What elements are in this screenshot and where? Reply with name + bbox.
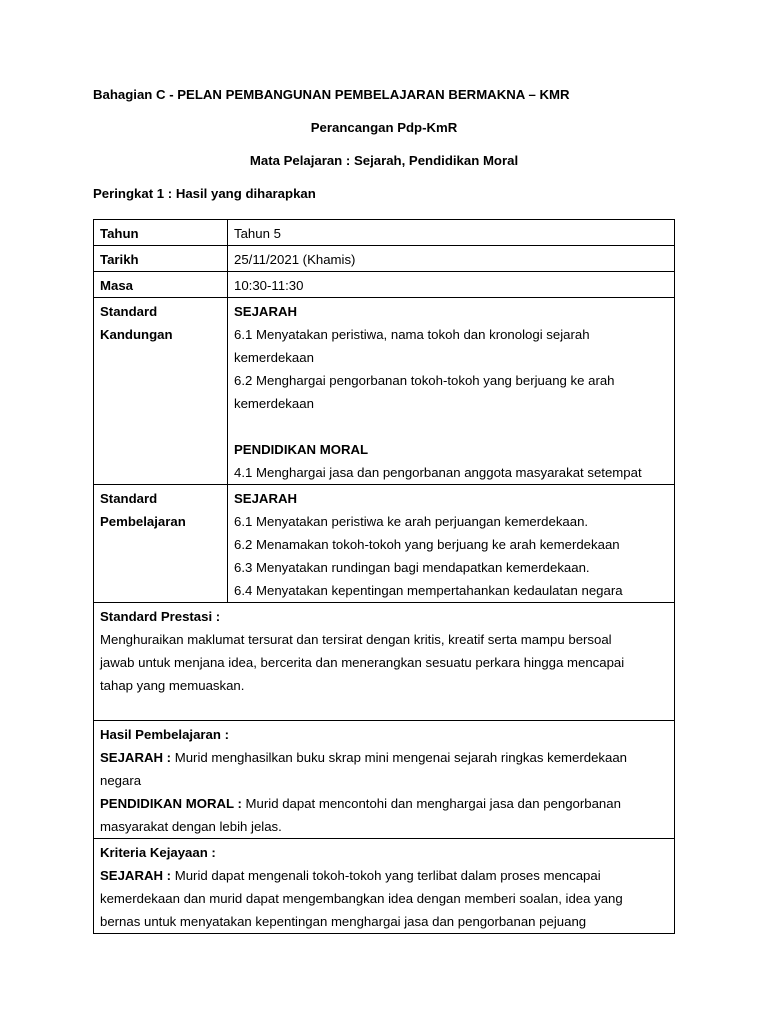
section-heading: Standard Prestasi : [100,609,221,624]
content-line: masyarakat dengan lebih jelas. [100,819,282,834]
value-masa: 10:30-11:30 [228,272,675,298]
label-line: Standard [100,491,158,506]
content-line: kemerdekaan [234,350,314,365]
blank-line [234,415,668,438]
level-line: Peringkat 1 : Hasil yang diharapkan [93,186,316,201]
document-title: Bahagian C - PELAN PEMBANGUNAN PEMBELAJARAN BERMAKNA – KMR [93,87,570,102]
sejarah-label: SEJARAH : [100,868,172,883]
sejarah-label: SEJARAH : [100,750,172,765]
cell-hasil-pembelajaran [94,721,675,839]
value-standard-pembelajaran [228,485,675,603]
content-line: tahap yang memuaskan. [100,678,245,693]
section-heading: Hasil Pembelajaran : [100,727,230,742]
content-line: 6.1 Menyatakan peristiwa ke arah perjuangan kemerdekaan. [234,514,589,529]
blank-line [100,697,668,720]
sejarah-heading: SEJARAH [234,491,298,506]
content-line: negara [100,773,142,788]
label-tahun: Tahun [94,220,228,246]
row-standard-kandungan [94,298,675,485]
content-line [100,746,668,769]
content-line: bernas untuk menyatakan kepentingan menghargai jasa dan pengorbanan pejuang [100,914,587,929]
row-standard-prestasi [94,603,675,721]
row-masa [94,272,675,298]
section-heading: Kriteria Kejayaan : [100,845,216,860]
content-line: 6.3 Menyatakan rundingan bagi mendapatkan kemerdekaan. [234,560,590,575]
content-line [100,792,668,815]
sejarah-text: Murid menghasilkan buku skrap mini mengenai sejarah ringkas kemerdekaan [171,750,628,765]
moral-text: Murid dapat mencontohi dan menghargai jasa dan pengorbanan [241,796,621,811]
cell-standard-prestasi [94,603,675,721]
label-line: Standard [100,304,158,319]
label-line: Kandungan [100,327,173,342]
content-line: 6.1 Menyatakan peristiwa, nama tokoh dan kronologi sejarah [234,327,590,342]
content-line: 6.4 Menyatakan kepentingan mempertahankan kedaulatan negara [234,583,623,598]
label-standard-pembelajaran [94,485,228,603]
sejarah-text: Murid dapat mengenali tokoh-tokoh yang terlibat dalam proses mencapai [171,868,601,883]
value-standard-kandungan [228,298,675,485]
label-line: Pembelajaran [100,514,186,529]
subject-line: Mata Pelajaran : Sejarah, Pendidikan Moral [249,153,519,168]
cell-kriteria-kejayaan [94,839,675,934]
moral-heading: PENDIDIKAN MORAL [234,442,369,457]
label-masa: Masa [94,272,228,298]
content-line: 6.2 Menamakan tokoh-tokoh yang berjuang ke arah kemerdekaan [234,537,620,552]
document-subtitle: Perancangan Pdp-KmR [310,120,458,135]
row-hasil-pembelajaran [94,721,675,839]
content-line [100,864,668,887]
value-tarikh: 25/11/2021 (Khamis) [228,246,675,272]
content-line: kemerdekaan dan murid dapat mengembangkan idea dengan memberi soalan, idea yang [100,891,623,906]
row-tarikh [94,246,675,272]
content-line: jawab untuk menjana idea, bercerita dan menerangkan sesuatu perkara hingga mencapai [100,655,625,670]
value-tahun: Tahun 5 [228,220,675,246]
content-line: 6.2 Menghargai pengorbanan tokoh-tokoh yang berjuang ke arah [234,373,615,388]
label-tarikh: Tarikh [94,246,228,272]
content-line: Menghuraikan maklumat tersurat dan tersirat dengan kritis, kreatif serta mampu bersoal [100,632,612,647]
moral-label: PENDIDIKAN MORAL : [100,796,242,811]
lesson-plan-table [93,219,675,934]
label-standard-kandungan [94,298,228,485]
row-kriteria-kejayaan [94,839,675,934]
row-standard-pembelajaran [94,485,675,603]
content-line: kemerdekaan [234,396,314,411]
content-line: 4.1 Menghargai jasa dan pengorbanan anggota masyarakat setempat [234,465,642,480]
sejarah-heading: SEJARAH [234,304,298,319]
row-tahun [94,220,675,246]
